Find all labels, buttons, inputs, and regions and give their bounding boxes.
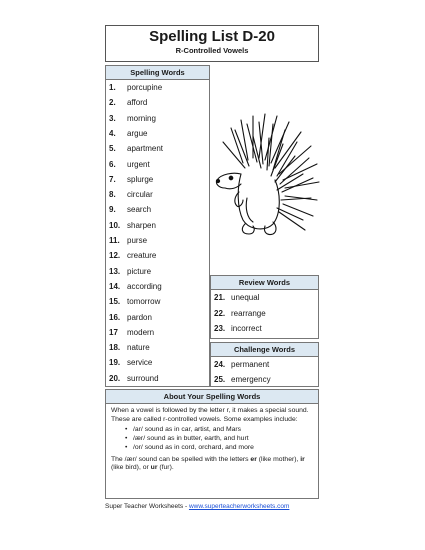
word-row [106,343,209,358]
word-text: creature [127,251,157,261]
word-number: 6. [109,159,116,169]
word-row [106,205,209,220]
word-number: 22. [214,308,226,318]
about-outro-text: (fur). [157,464,174,472]
word-text: tomorrow [127,297,161,307]
about-bullet: • /ar/ sound as in car, artist, and Mars [125,426,313,435]
word-text: service [127,358,153,368]
word-number: 19. [109,358,121,368]
word-text: splurge [127,174,154,184]
about-outro-bold: ir [300,455,305,463]
page-subtitle: R-Controlled Vowels [175,46,249,55]
word-row [106,129,209,144]
word-text: circular [127,190,153,200]
word-number: 8. [109,190,116,200]
word-number: 18. [109,343,121,353]
spelling-words-box [105,65,210,387]
word-text: picture [127,266,152,276]
about-outro-text: The /ær/ sound can be spelled with the letters [111,455,251,463]
about-bullet: • /or/ sound as in cord, orchard, and more [125,444,313,453]
review-words-box [210,275,319,339]
about-body [106,404,318,476]
word-number: 17 [109,327,118,337]
word-text: nature [127,343,150,353]
word-number: 10. [109,220,121,230]
challenge-words-box [210,342,319,387]
word-row [106,236,209,251]
word-row [106,175,209,190]
word-row [106,374,209,389]
word-row [106,114,209,129]
about-outro-bold: er [250,455,257,463]
word-row [106,190,209,205]
about-bullet-list [125,426,313,452]
word-row [106,144,209,159]
spelling-words-heading: Spelling Words [106,66,209,80]
word-row [106,251,209,266]
word-row [106,313,209,328]
word-text: urgent [127,159,150,169]
word-row [106,358,209,373]
word-text: rearrange [231,308,266,318]
word-number: 15. [109,297,121,307]
word-row [106,98,209,113]
word-row [106,297,209,312]
word-text: unequal [231,293,260,302]
word-number: 14. [109,281,121,291]
about-outro-bold: ur [150,464,158,472]
word-number: 4. [109,128,116,138]
word-row [106,282,209,297]
word-row [106,83,209,98]
word-number: 12. [109,251,121,261]
word-text: modern [127,327,155,337]
about-bullet: • /ær/ sound as in butter, earth, and hurt [125,435,313,444]
word-row [106,267,209,282]
word-text: apartment [127,144,164,154]
footer [105,503,289,510]
word-number: 25. [214,374,226,384]
porcupine-illustration [213,108,323,248]
about-outro [111,456,313,473]
about-box [105,389,319,499]
word-text: emergency [231,374,271,384]
word-text: porcupine [127,83,163,92]
word-number: 24. [214,360,226,369]
challenge-words-heading: Challenge Words [211,343,318,357]
word-text: according [127,281,162,291]
about-heading: About Your Spelling Words [106,390,318,404]
word-number: 2. [109,98,116,108]
word-number: 21. [214,293,226,302]
word-text: search [127,205,152,215]
word-text: purse [127,236,148,245]
word-text: sharpen [127,220,156,230]
word-row [106,221,209,236]
word-number: 13. [109,266,121,276]
title-box [105,25,319,62]
footer-link[interactable]: www.superteacherworksheets.com [188,503,290,510]
about-intro: When a vowel is followed by the letter r, it makes a special sound. These are called r-controlled vowels. Some examples include: [111,407,309,423]
word-number: 1. [109,83,116,92]
word-text: permanent [231,360,270,369]
word-row [106,160,209,175]
page-title: Spelling List D-20 [149,28,275,45]
word-number: 5. [109,144,116,154]
word-text: pardon [127,312,152,322]
footer-text: Super Teacher Worksheets - [105,503,189,510]
word-text: argue [127,128,148,138]
word-number: 16. [109,312,121,322]
word-row [106,328,209,343]
word-number: 7. [109,174,116,184]
word-text: incorrect [231,324,262,333]
about-outro-text: (like bird), or [111,464,151,472]
word-number: 23. [214,324,226,333]
word-text: surround [127,373,159,383]
word-number: 3. [109,113,116,123]
word-text: afford [127,98,148,108]
about-outro-text: (like mother), [256,455,301,463]
word-number: 9. [109,205,116,215]
word-number: 11. [109,236,120,245]
review-words-heading: Review Words [211,276,318,290]
word-text: morning [127,113,156,123]
word-number: 20. [109,373,121,383]
